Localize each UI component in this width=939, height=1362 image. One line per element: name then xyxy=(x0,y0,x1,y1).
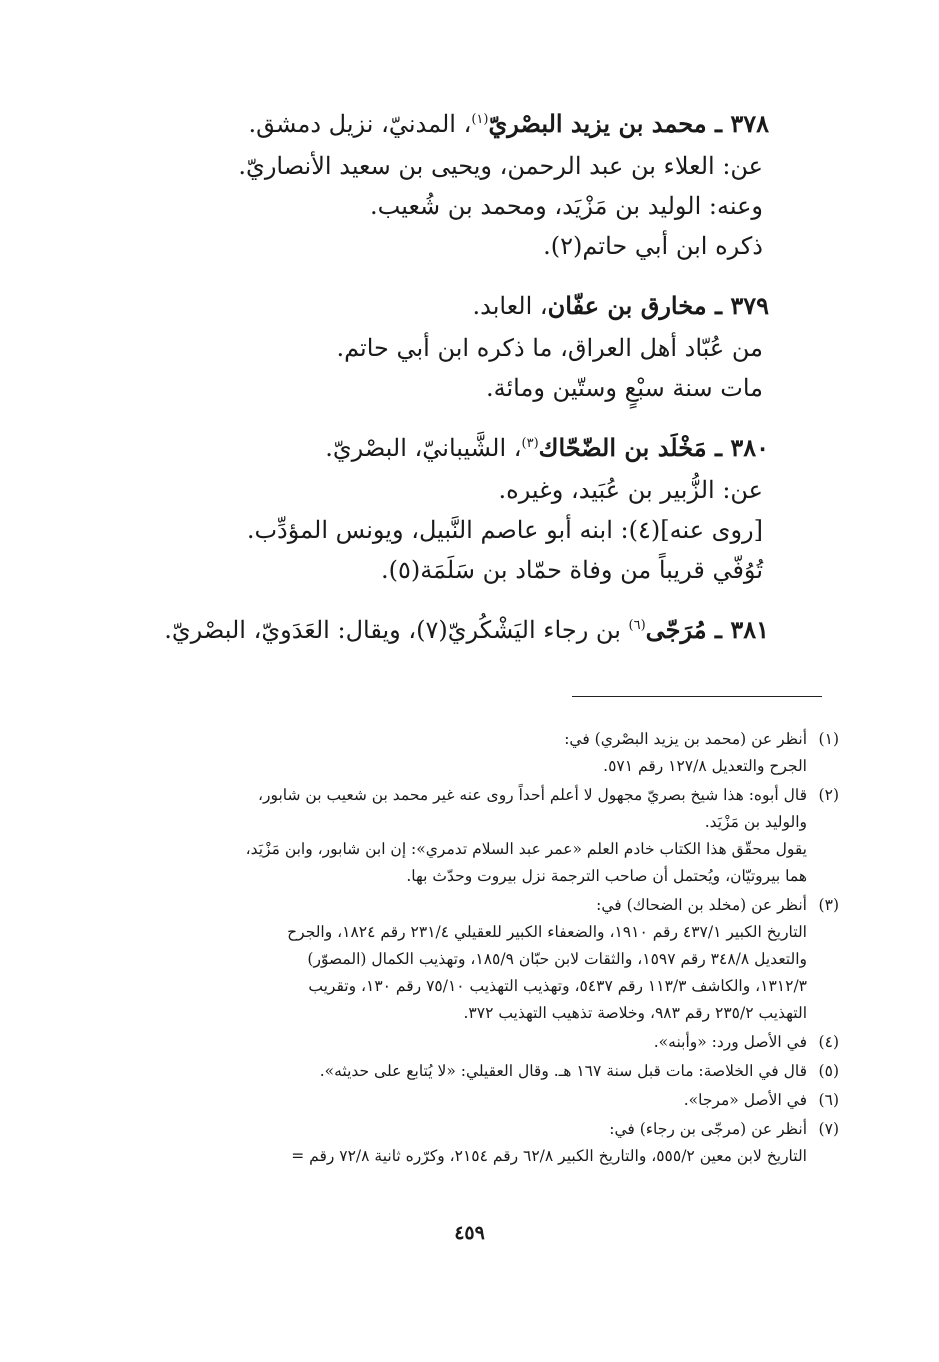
footnote-line: هما بيروتيّان، ويُحتمل أن صاحب الترجمة نزل بيروت وحدّث بها. xyxy=(406,867,807,885)
footnote-body xyxy=(119,1116,807,1170)
footnote-line: في الأصل ورد: «وأبنه». xyxy=(653,1033,807,1051)
entry-line: وعنه: الوليد بن مَزْيَد، ومحمد بن شُعيب. xyxy=(370,192,763,220)
footnote-line: ١٣١٢/٣، والكاشف ١١٣/٣ رقم ٥٤٣٧، وتهذيب التهذيب ٧٥/١٠ رقم ١٣٠، وتقريب xyxy=(308,977,807,995)
footnote-body xyxy=(119,1058,807,1085)
entry-380 xyxy=(159,422,769,590)
footnote-body xyxy=(119,1087,807,1114)
entry-line: [روى عنه](٤): ابنه أبو عاصم النَّبيل، ويونس المؤدِّب. xyxy=(246,516,763,544)
footnote-line: أنظر عن (محمد بن يزيد البصْري) في: xyxy=(564,730,807,748)
entry-name: ٣٧٩ ـ مخارق بن عفّان xyxy=(547,291,769,320)
entry-heading-tail: ، الشَّيبانيّ، البصْريّ. xyxy=(325,434,522,462)
entry-line: عن: العلاء بن عبد الرحمن، ويحيى بن سعيد الأنصاريّ. xyxy=(238,152,763,180)
footnote-ref: (٦) xyxy=(628,618,646,633)
entry-heading xyxy=(159,422,769,470)
footnote-6 xyxy=(119,1087,839,1114)
entry-line: من عُبّاد أهل العراق، ما ذكره ابن أبي حاتم. xyxy=(336,334,763,362)
entry-heading-tail: ، المدنيّ، نزيل دمشق. xyxy=(248,110,472,138)
page-number: ٤٥٩ xyxy=(454,1222,485,1244)
footnote-body xyxy=(119,892,807,1027)
entry-379 xyxy=(159,280,769,408)
footnote-4 xyxy=(119,1029,839,1056)
entry-line: عن: الزُّبير بن عُبَيد، وغيره. xyxy=(498,476,763,504)
footnote-line: التاريخ الكبير ٤٣٧/١ رقم ١٩١٠، والضعفاء الكبير للعقيلي ٢٣١/٤ رقم ١٨٢٤، والجرح xyxy=(287,923,807,941)
footnote-1 xyxy=(119,726,839,780)
footnote-body xyxy=(119,782,807,890)
footnote-5 xyxy=(119,1058,839,1085)
entry-line: مات سنة سبْعٍ وستّين ومائة. xyxy=(485,374,763,402)
footnote-line: في الأصل «مرجا». xyxy=(683,1091,807,1109)
footnote-ref: (١) xyxy=(471,112,489,127)
footnote-number: (٥) xyxy=(818,1062,839,1080)
entry-name: ٣٧٨ ـ محمد بن يزيد البصْريّ xyxy=(488,109,769,138)
footnote-7 xyxy=(119,1116,839,1170)
footnote-number: (٧) xyxy=(818,1120,839,1138)
footnote-ref: (٣) xyxy=(521,436,539,451)
footnote-3 xyxy=(119,892,839,1027)
footnote-number: (١) xyxy=(818,730,839,748)
footnote-line: قال أبوه: هذا شيخ بصريّ مجهول لا أعلم أحداً روى عنه غير محمد بن شعيب بن شابور، xyxy=(257,786,807,804)
entry-line: تُوُفّي قريباً من وفاة حمّاد بن سَلَمَة(٥). xyxy=(380,556,763,584)
entry-381 xyxy=(159,604,769,652)
entry-378 xyxy=(159,98,769,266)
footnote-number: (٦) xyxy=(818,1091,839,1109)
entry-name: ٣٨١ ـ مُرَجّى xyxy=(645,615,769,644)
footnote-line: التهذيب ٢٣٥/٢ رقم ٩٨٣، وخلاصة تذهيب التهذيب ٣٧٢. xyxy=(463,1004,807,1022)
footnote-number: (٢) xyxy=(818,786,839,804)
footnote-separator xyxy=(572,696,822,697)
entry-heading-tail: ، العابد. xyxy=(472,292,548,320)
footnote-line: أنظر عن (مخلد بن الضحاك) في: xyxy=(596,896,807,914)
entry-line: ذكره ابن أبي حاتم(٢). xyxy=(543,232,763,260)
footnote-line: قال في الخلاصة: مات قبل سنة ١٦٧ هـ. وقال العقيلي: «لا يُتابع على حديثه». xyxy=(319,1062,807,1080)
footnote-line: والتعديل ٣٤٨/٨ رقم ١٥٩٧، والثقات لابن حبّان ١٨٥/٩، وتهذيب الكمال (المصوّر) xyxy=(307,950,807,968)
footnote-number: (٤) xyxy=(818,1033,839,1051)
footnote-2 xyxy=(119,782,839,890)
footnote-line: الجرح والتعديل ١٢٧/٨ رقم ٥٧١. xyxy=(603,757,807,775)
entry-name: ٣٨٠ ـ مَخْلَد بن الضّحّاك xyxy=(538,433,769,462)
entry-heading xyxy=(159,280,769,328)
footnote-line: أنظر عن (مرجّى بن رجاء) في: xyxy=(609,1120,807,1138)
footnote-line: التاريخ لابن معين ٥٥٥/٢، والتاريخ الكبير ٦٢/٨ رقم ٢١٥٤، وكرّره ثانية ٧٢/٨ رقم = xyxy=(291,1147,807,1165)
footnotes xyxy=(119,726,839,1172)
entry-heading xyxy=(159,98,769,146)
biography-entries xyxy=(159,98,769,666)
footnote-body xyxy=(119,1029,807,1056)
footnote-line: يقول محقّق هذا الكتاب خادم العلم «عمر عبد السلام تدمري»: إن ابن شابور، وابن مَزْيَد، xyxy=(245,840,807,858)
footnote-body xyxy=(119,726,807,780)
footnote-line: والوليد بن مَزْيَد. xyxy=(704,813,807,831)
entry-heading xyxy=(159,604,769,652)
entry-heading-tail: بن رجاء اليَشْكُريّ(٧)، ويقال: العَدَويّ، البصْريّ. xyxy=(164,616,629,644)
footnote-number: (٣) xyxy=(818,896,839,914)
